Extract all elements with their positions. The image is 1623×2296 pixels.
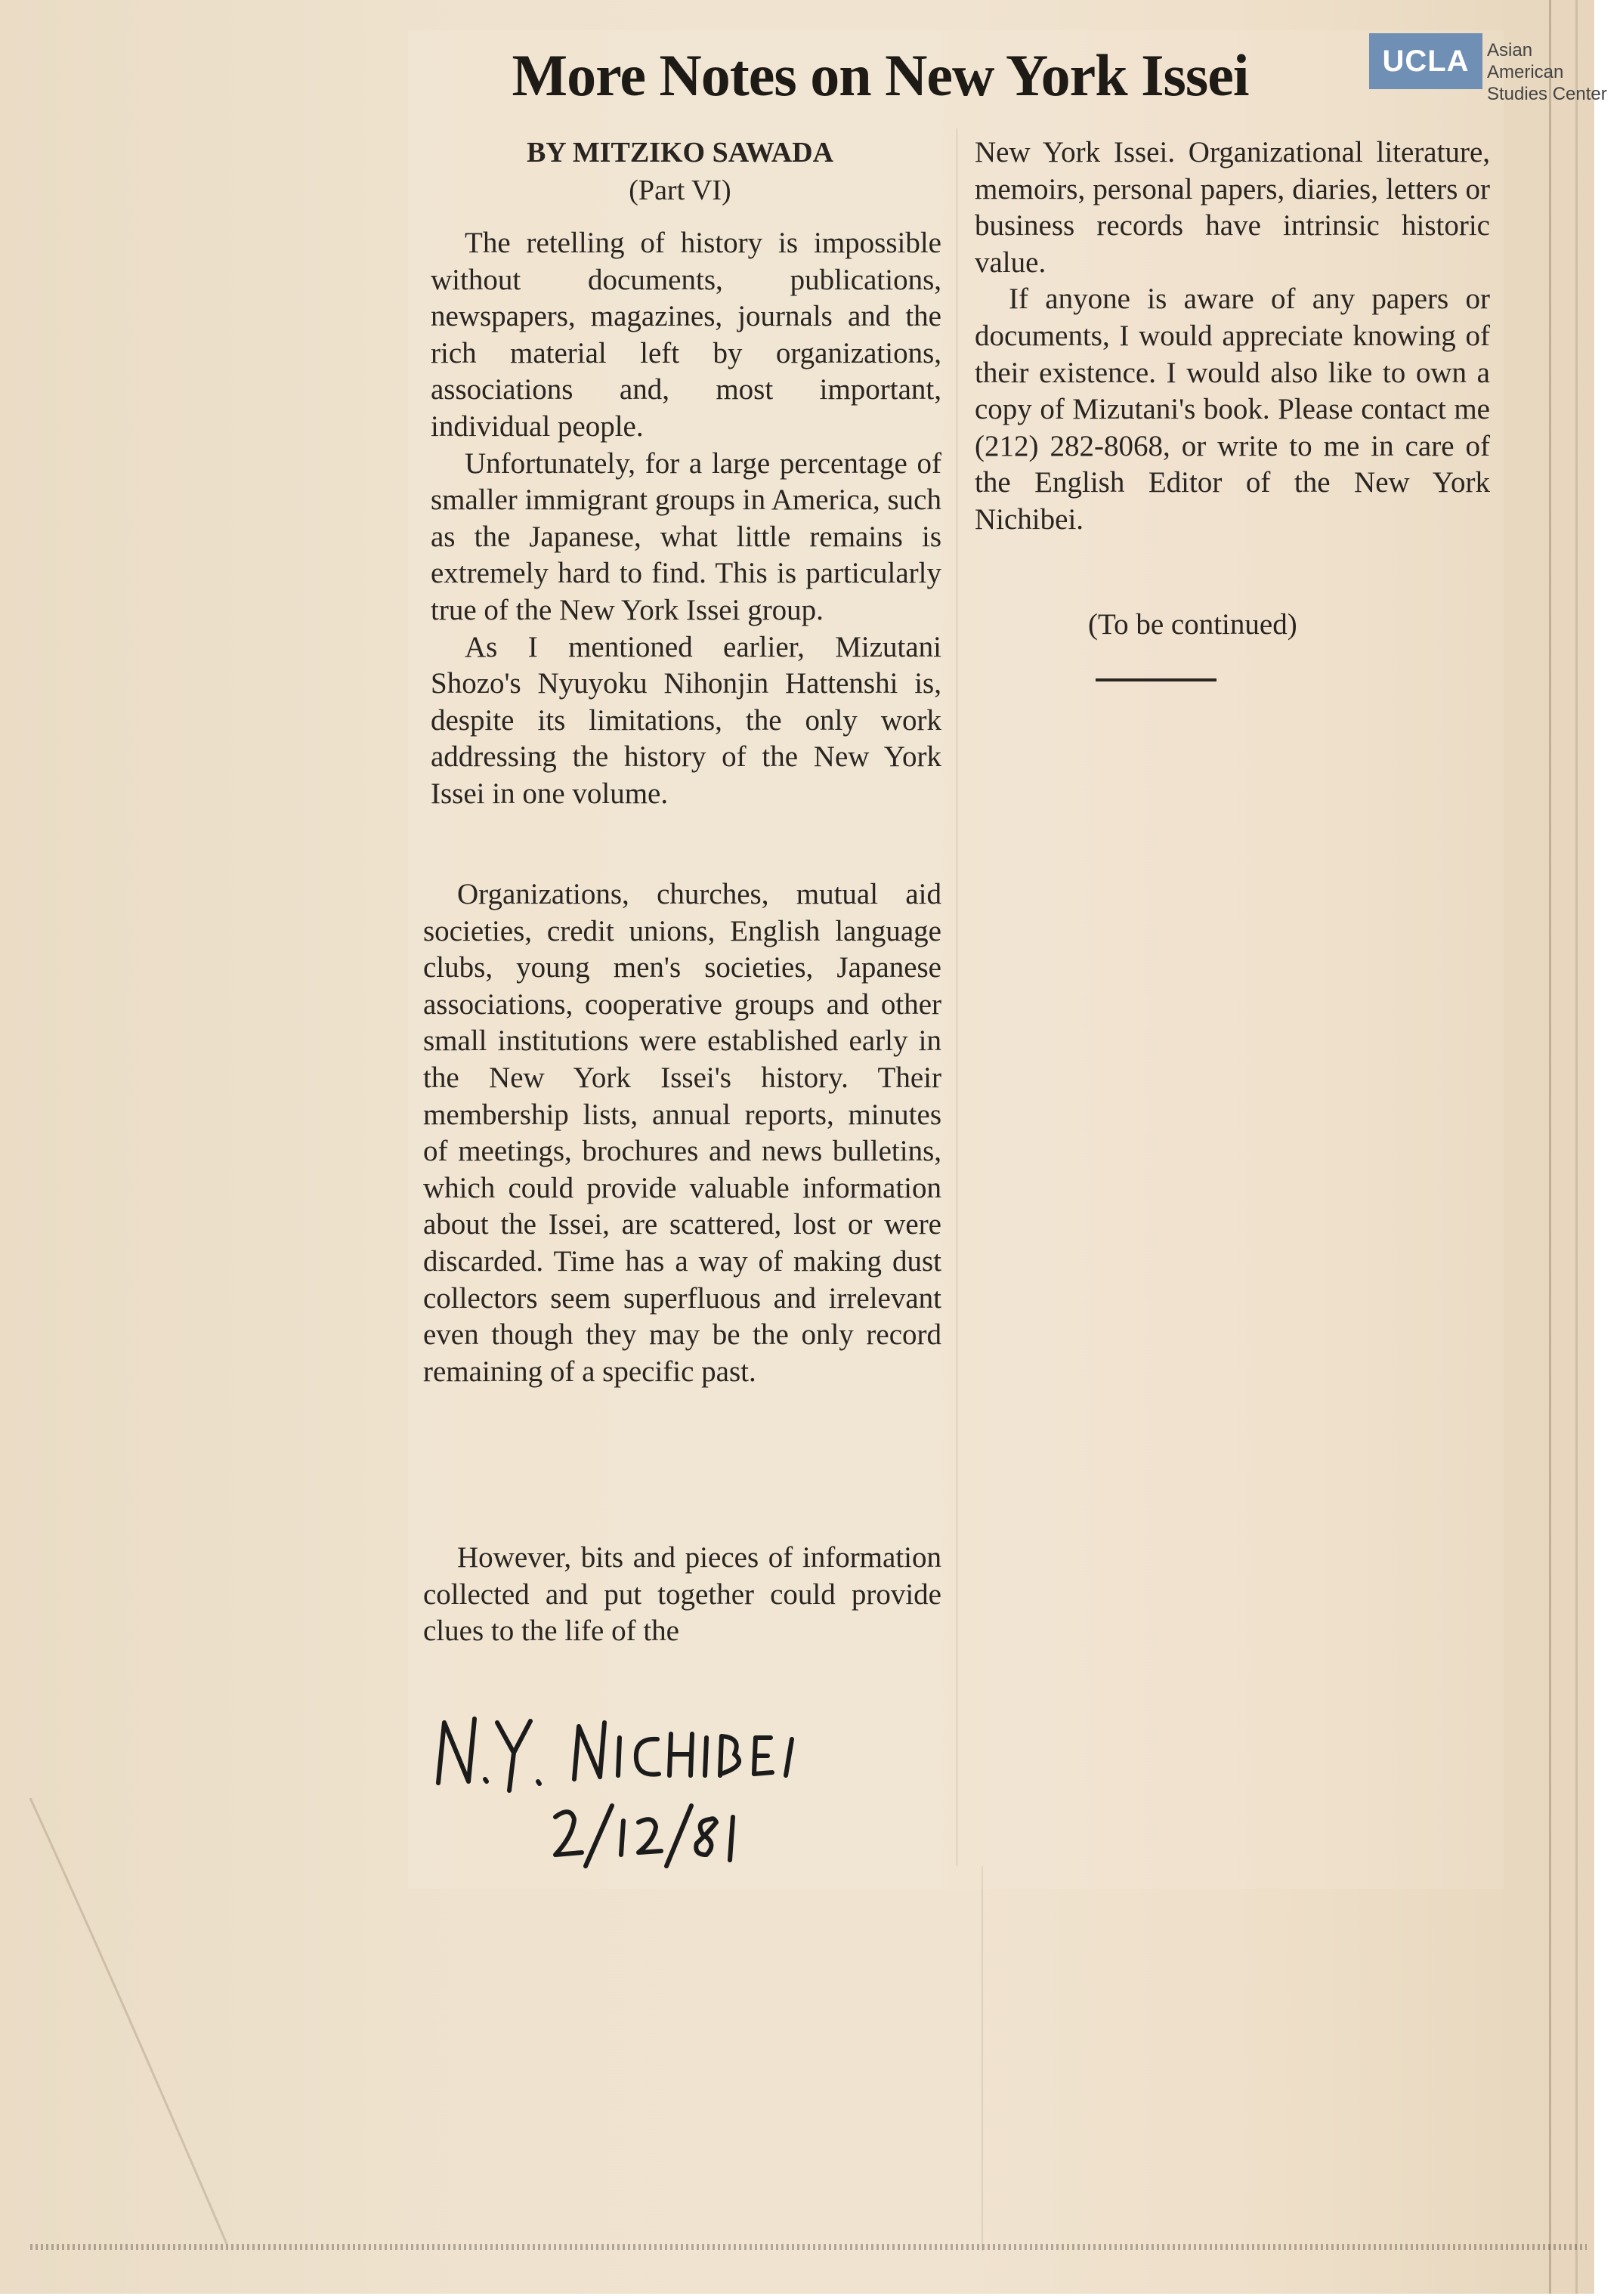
paragraph-organizations: Organizations, churches, mutual aid societies, credit unions, English language clubs, young men's societies, Japanese associations, cooperative groups and other small institutions were established early in the New York Issei's history. Their membership lists, annual reports, minutes of meetings, brochures and news bulletins, which could provide valuable information about the Issei, are scattered, lost or were discarded. Time has a way of making dust collectors seem superfluous and irrelevant even though they may be the only record remaining of a specific past. — [423, 878, 941, 1388]
logo-caption-line-2: Studies Center — [1487, 84, 1607, 104]
paragraph-however: However, bits and pieces of information collected and put together could provide clues to the life of the — [423, 1541, 941, 1648]
paragraph-2: Unfortunately, for a large percentage of smaller immigrant groups in America, such as the Japanese, what little remains is extremely hard to find. This is particularly true of the New York Issei group. — [431, 447, 941, 626]
article-byline: BY MITZIKO SAWADA — [526, 137, 834, 168]
logo-caption-line-1: Asian American — [1487, 40, 1564, 82]
handwritten-annotation — [431, 1692, 899, 1889]
end-rule — [1096, 678, 1216, 681]
paragraph-3: As I mentioned earlier, Mizutani Shozo's Nyuyoku Nihonjin Hattenshi is, despite its limitations, the only work addressing the history of the New York Issei in one volume. — [431, 630, 941, 810]
paragraph-continuation: New York Issei. Organizational literature, memoirs, personal papers, diaries, letters or business records have intrinsic historic value. — [975, 136, 1490, 279]
torn-bottom-edge — [30, 2244, 1587, 2250]
column-1-section-c — [423, 1540, 941, 1650]
paragraph-request: If anyone is aware of any papers or documents, I would appreciate knowing of their existence. I would also like to own a copy of Mizutani's book. Please contact me (212) 282-8068, or write to me in care of the English Editor of the New York Nichibei. — [975, 283, 1490, 536]
handwritten-note-graphic — [431, 1692, 899, 1889]
to-be-continued: (To be continued) — [1088, 608, 1297, 641]
column-1-section-b — [423, 876, 941, 1390]
column-1 — [431, 225, 941, 813]
article-part: (Part VI) — [629, 175, 731, 206]
column-2 — [975, 134, 1490, 539]
article-title: More Notes on New York Issei — [512, 42, 1249, 108]
logo-caption — [1487, 39, 1608, 105]
ucla-logo: UCLA — [1369, 33, 1482, 89]
paragraph-1: The retelling of history is impossible without documents, publications, newspapers, magazines, journals and the rich material left by organizations, associations and, most important, individual people. — [431, 227, 941, 443]
